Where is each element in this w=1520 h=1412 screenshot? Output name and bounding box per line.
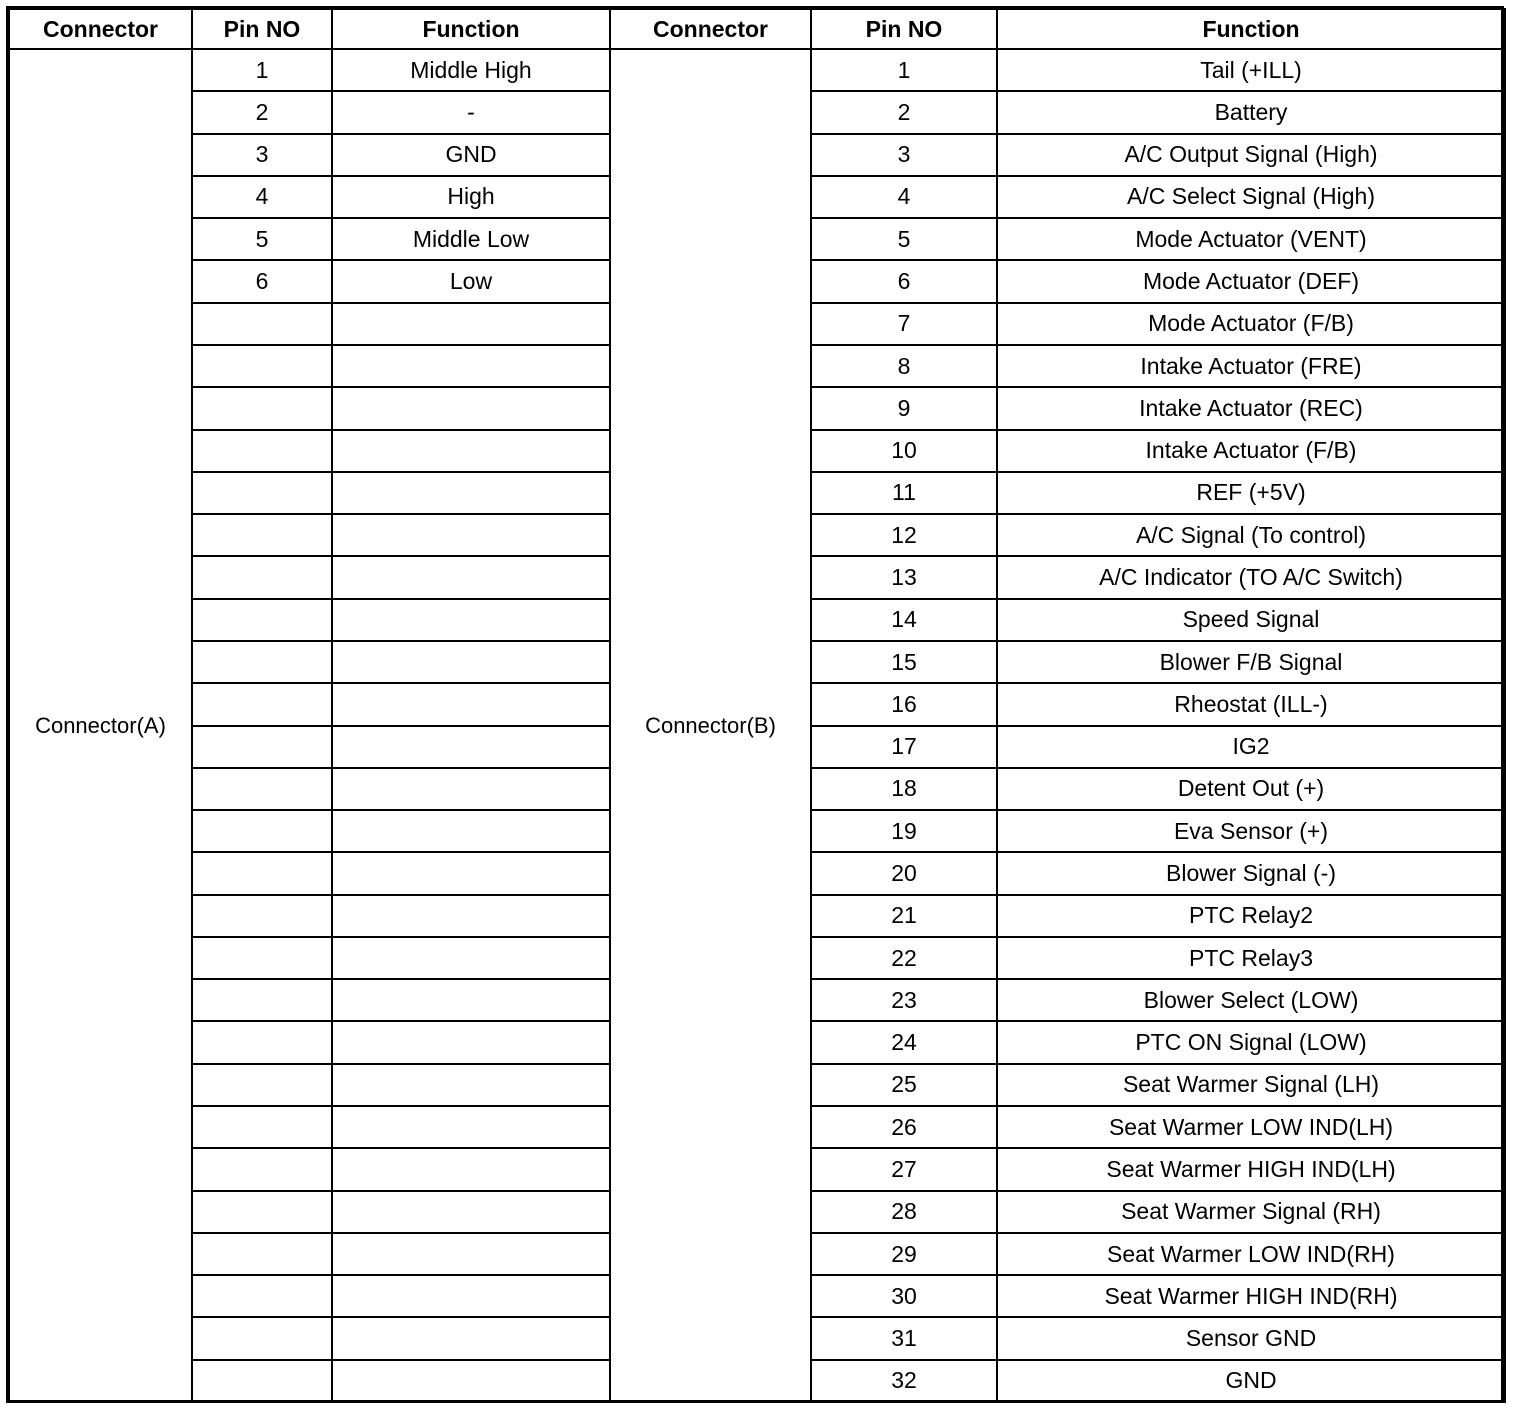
connector-b-pin-no: 3 [811, 134, 997, 176]
connector-a-pin-function: Middle Low [332, 218, 610, 260]
connector-b-pin-no: 5 [811, 218, 997, 260]
connector-b-pin-no: 1 [811, 49, 997, 91]
connector-b-pin-no: 27 [811, 1148, 997, 1190]
connector-b-pin-no: 20 [811, 852, 997, 894]
connector-a-pin-function-empty [332, 979, 610, 1021]
connector-a-pin-function-empty [332, 303, 610, 345]
connector-a-pin-no-empty [192, 472, 332, 514]
connector-a-pin-function-empty [332, 810, 610, 852]
connector-a-pin-function-empty [332, 726, 610, 768]
connector-b-pin-function: PTC Relay3 [997, 937, 1505, 979]
connector-a-pin-function: - [332, 91, 610, 133]
connector-a-pin-no-empty [192, 726, 332, 768]
connector-a-pin-no-empty [192, 556, 332, 598]
connector-a-pin-no-empty [192, 1275, 332, 1317]
connector-b-pin-function: PTC Relay2 [997, 895, 1505, 937]
connector-b-pin-function: Intake Actuator (REC) [997, 387, 1505, 429]
connector-a-pin-no-empty [192, 852, 332, 894]
connector-a-pin-function-empty [332, 599, 610, 641]
connector-a-pin-function-empty [332, 937, 610, 979]
connector-a-pin-no-empty [192, 345, 332, 387]
connector-a-pin-no-empty [192, 937, 332, 979]
connector-b-pin-no: 8 [811, 345, 997, 387]
connector-b-pin-function: Eva Sensor (+) [997, 810, 1505, 852]
connector-a-pin-function: Middle High [332, 49, 610, 91]
connector-b-pin-function: Speed Signal [997, 599, 1505, 641]
connector-a-pin-no-empty [192, 683, 332, 725]
connector-a-pin-no-empty [192, 979, 332, 1021]
connector-b-pin-no: 6 [811, 260, 997, 302]
connector-a-pin-function-empty [332, 1021, 610, 1063]
connector-b-pin-function: Detent Out (+) [997, 768, 1505, 810]
pin-rows [9, 49, 1505, 1402]
connector-b-pin-no: 15 [811, 641, 997, 683]
connector-a-pin-no: 5 [192, 218, 332, 260]
connector-a-pin-no: 1 [192, 49, 332, 91]
connector-a-pin-no-empty [192, 768, 332, 810]
connector-b-pin-no: 22 [811, 937, 997, 979]
connector-a-pin-no-empty [192, 303, 332, 345]
connector-a-pin-no-empty [192, 810, 332, 852]
connector-a-pin-no-empty [192, 387, 332, 429]
connector-a-pin-no-empty [192, 430, 332, 472]
connector-a-pin-function-empty [332, 556, 610, 598]
connector-b-pin-no: 21 [811, 895, 997, 937]
connector-b-pin-no: 11 [811, 472, 997, 514]
connector-a-pin-function-empty [332, 1148, 610, 1190]
connector-a-pin-function-empty [332, 1191, 610, 1233]
connector-a-pin-no-empty [192, 1106, 332, 1148]
connector-a-pin-no: 4 [192, 176, 332, 218]
connector-b-pin-function: Seat Warmer Signal (LH) [997, 1064, 1505, 1106]
connector-b-pin-function: Intake Actuator (F/B) [997, 430, 1505, 472]
connector-a-pin-no-empty [192, 1064, 332, 1106]
pin-table [8, 8, 1506, 1403]
connector-b-pin-function: Seat Warmer HIGH IND(LH) [997, 1148, 1505, 1190]
connector-b-label: Connector(B) [610, 49, 811, 1402]
connector-a-pin-no-empty [192, 1233, 332, 1275]
connector-a-pin-function-empty [332, 345, 610, 387]
connector-b-pin-function: Battery [997, 91, 1505, 133]
header-function-a: Function [332, 9, 610, 49]
connector-b-pin-no: 32 [811, 1360, 997, 1402]
connector-a-pin-no-empty [192, 1317, 332, 1359]
connector-a-pin-function-empty [332, 1275, 610, 1317]
connector-a-label: Connector(A) [9, 49, 192, 1402]
connector-b-pin-no: 18 [811, 768, 997, 810]
connector-a-pin-no-empty [192, 514, 332, 556]
connector-b-pin-function: A/C Indicator (TO A/C Switch) [997, 556, 1505, 598]
connector-a-pin-no-empty [192, 1360, 332, 1402]
connector-b-pin-no: 12 [811, 514, 997, 556]
header-function-b: Function [997, 9, 1505, 49]
connector-b-pin-function: Seat Warmer Signal (RH) [997, 1191, 1505, 1233]
header-pin-no-b: Pin NO [811, 9, 997, 49]
connector-b-pin-no: 4 [811, 176, 997, 218]
connector-a-pin-no-empty [192, 1148, 332, 1190]
connector-a-pin-no-empty [192, 895, 332, 937]
connector-a-pin-function-empty [332, 1106, 610, 1148]
connector-a-pin-function: High [332, 176, 610, 218]
connector-b-pin-no: 19 [811, 810, 997, 852]
connector-b-pin-function: IG2 [997, 726, 1505, 768]
connector-b-pin-no: 17 [811, 726, 997, 768]
connector-a-pin-no: 2 [192, 91, 332, 133]
connector-b-pin-function: Rheostat (ILL-) [997, 683, 1505, 725]
connector-a-pin-no-empty [192, 1191, 332, 1233]
connector-a-pin-no-empty [192, 641, 332, 683]
connector-a-pin-function-empty [332, 852, 610, 894]
connector-b-pin-function: Sensor GND [997, 1317, 1505, 1359]
connector-a-pin-no-empty [192, 599, 332, 641]
connector-b-pin-no: 30 [811, 1275, 997, 1317]
connector-b-pin-no: 31 [811, 1317, 997, 1359]
connector-a-pin-function-empty [332, 1360, 610, 1402]
connector-b-pin-no: 7 [811, 303, 997, 345]
connector-b-pin-function: Mode Actuator (DEF) [997, 260, 1505, 302]
connector-b-pin-function: GND [997, 1360, 1505, 1402]
connector-b-pin-no: 25 [811, 1064, 997, 1106]
connector-b-pin-function: Tail (+ILL) [997, 49, 1505, 91]
connector-a-pin-function: GND [332, 134, 610, 176]
connector-b-pin-function: Seat Warmer LOW IND(RH) [997, 1233, 1505, 1275]
connector-a-pin-function-empty [332, 1233, 610, 1275]
table-row [9, 49, 1505, 91]
header-pin-no-a: Pin NO [192, 9, 332, 49]
connector-b-pin-function: Blower F/B Signal [997, 641, 1505, 683]
connector-b-pin-no: 13 [811, 556, 997, 598]
connector-b-pin-no: 9 [811, 387, 997, 429]
connector-a-pin-function-empty [332, 430, 610, 472]
connector-a-pin-no-empty [192, 1021, 332, 1063]
header-row [9, 9, 1505, 49]
header-connector-b: Connector [610, 9, 811, 49]
connector-b-pin-function: PTC ON Signal (LOW) [997, 1021, 1505, 1063]
connector-a-pin-no: 6 [192, 260, 332, 302]
connector-b-pin-function: A/C Select Signal (High) [997, 176, 1505, 218]
connector-b-pin-function: Mode Actuator (VENT) [997, 218, 1505, 260]
connector-b-pin-no: 26 [811, 1106, 997, 1148]
connector-b-pin-no: 2 [811, 91, 997, 133]
connector-a-pin-function-empty [332, 1317, 610, 1359]
connector-b-pin-function: REF (+5V) [997, 472, 1505, 514]
connector-b-pin-no: 29 [811, 1233, 997, 1275]
connector-b-pin-function: Mode Actuator (F/B) [997, 303, 1505, 345]
connector-b-pin-function: A/C Signal (To control) [997, 514, 1505, 556]
connector-b-pin-function: Blower Signal (-) [997, 852, 1505, 894]
connector-b-pin-no: 23 [811, 979, 997, 1021]
connector-b-pin-no: 16 [811, 683, 997, 725]
connector-a-pin-function-empty [332, 387, 610, 429]
connector-a-pin-function-empty [332, 683, 610, 725]
connector-a-pin-function-empty [332, 514, 610, 556]
connector-b-pin-function: Seat Warmer HIGH IND(RH) [997, 1275, 1505, 1317]
connector-b-pin-function: Intake Actuator (FRE) [997, 345, 1505, 387]
connector-b-pin-function: Blower Select (LOW) [997, 979, 1505, 1021]
connector-b-pin-no: 10 [811, 430, 997, 472]
connector-a-pin-function-empty [332, 641, 610, 683]
connector-b-pin-function: A/C Output Signal (High) [997, 134, 1505, 176]
connector-a-pin-no: 3 [192, 134, 332, 176]
connector-b-pin-no: 14 [811, 599, 997, 641]
connector-a-pin-function-empty [332, 472, 610, 514]
connector-b-pin-function: Seat Warmer LOW IND(LH) [997, 1106, 1505, 1148]
header-connector-a: Connector [9, 9, 192, 49]
connector-a-pin-function-empty [332, 768, 610, 810]
connector-a-pin-function-empty [332, 1064, 610, 1106]
connector-b-pin-no: 24 [811, 1021, 997, 1063]
connector-a-pin-function-empty [332, 895, 610, 937]
connector-a-pin-function: Low [332, 260, 610, 302]
connector-b-pin-no: 28 [811, 1191, 997, 1233]
